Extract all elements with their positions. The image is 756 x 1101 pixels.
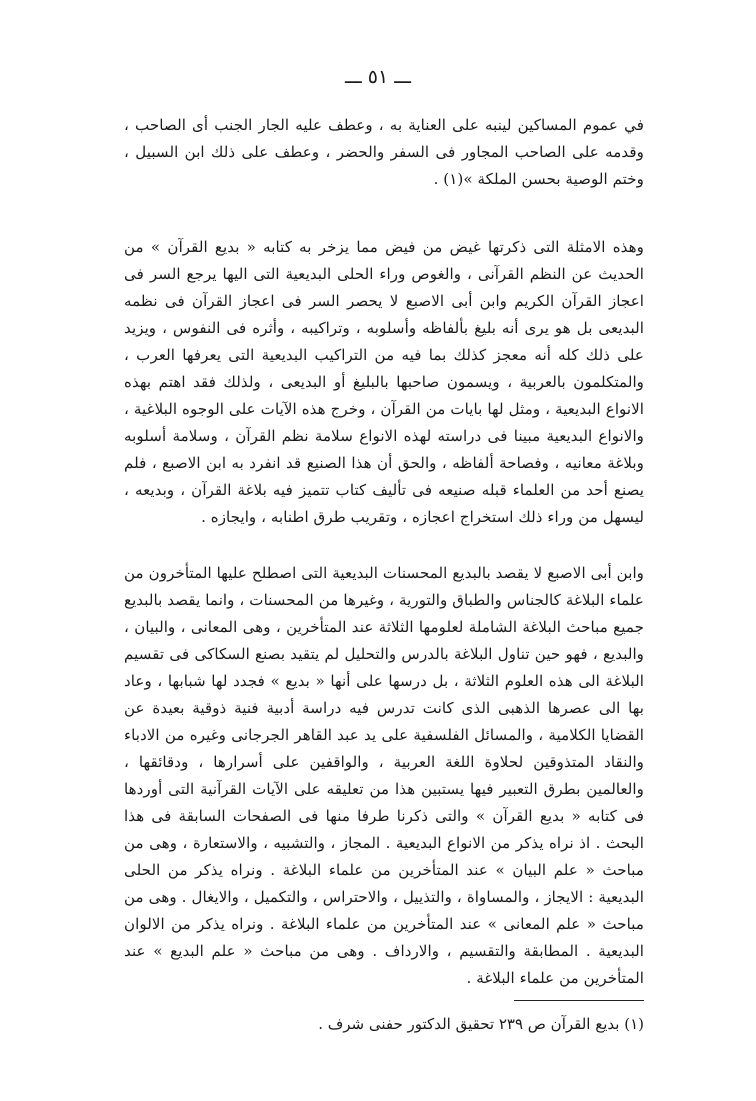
paragraph-continuation bbox=[124, 112, 644, 193]
page-number: ـــ ٥١ ـــ bbox=[345, 66, 411, 88]
footnote: (١) بديع القرآن ص ٢٣٩ تحقيق الدكتور حفنى شرف . bbox=[318, 1015, 644, 1033]
paragraph-badi-meaning bbox=[124, 560, 644, 992]
paragraph-examples bbox=[124, 234, 644, 531]
paragraph-text: وابن أبى الاصبع لا يقصد بالبديع المحسنات البديعية التى اصطلح عليها المتأخرون من علماء البلاغة كالجناس والطباق والتورية ، وغيرها من المحسنات ، وانما يقصد بالبديع جميع مباحث البلاغة الشاملة لعلومها الثلاثة عند المتأخرين ، وهى المعانى ، والبيان ، والبديع ، فهو حين تناول البلاغة بالدرس والتحليل لم يتقيد بصنع السكاكى فى تقسيم البلاغة الى هذه العلوم الثلاثة ، بل درسها على أنها « بديع » فجدد لها شبابها ، وعاد بها الى عصرها الذهبى الذى كانت تدرس فيه دراسة أدبية فنية ذوقية بعيدة عن القضايا الكلامية ، والمسائل الفلسفية على يد عبد القاهر الجرجانى وغيره من الادباء والنقاد المتذوقين لحلاوة اللغة العربية ، والواقفين على أسرارها ، ودقائقها ، والعالمين بطرق التعبير فيها يستبين هذا من تعليقه على الآيات القرآنية التى أوردها فى كتابه « بديع القرآن » والتى ذكرنا طرفا منها فى الصفحات السابقة فى هذا البحث . اذ نراه يذكر من الانواع البديعية . المجاز ، والتشبيه ، والاستعارة ، وهى من مباحث « علم البيان » عند المتأخرين من علماء البلاغة . ونراه يذكر من الحلى البديعية : الايجاز ، والمساواة ، والتذييل ، والاحتراس ، والتكميل ، والايغال . وهى من مباحث « علم المعانى » عند المتأخرين من علماء البلاغة . ونراه يذكر من الالوان البديعية . المطابقة والتقسيم ، والارداف . وهى من مباحث « علم البديع » عند المتأخرين من علماء البلاغة . bbox=[124, 564, 644, 987]
footnote-divider bbox=[514, 1000, 644, 1001]
paragraph-text: وهذه الامثلة التى ذكرتها غيض من فيض مما يزخر به كتابه « بديع القرآن » من الحديث عن النظم القرآنى ، والغوص وراء الحلى البديعية التى اليها يرجع السر فى اعجاز القرآن الكريم وابن أبى الاصبع لا يحصر السر فى اعجاز القرآن فى نظمه البديعى بل هو يرى أنه بليغ بألفاظه وأسلوبه ، وتراكيبه ، وأثره فى النفوس ، ويزيد على ذلك كله أنه معجز كذلك بما فيه من التراكيب البديعية التى يعرفها العرب ، والمتكلمون بالعربية ، ويسمون صاحبها بالبليغ أو البديعى ، ولذلك فقد اهتم بهذه الانواع البديعية ، ومثل لها بايات من القرآن ، وخرج هذه الآيات على الوجوه البلاغية ، والانواع البديعية مبينا فى دراسته لهذه الانواع سلامة نظم القرآن ، وسلامة أسلوبه وبلاغة معانيه ، وفصاحة ألفاظه ، والحق أن هذا الصنيع قد انفرد به ابن الاصبع ، فلم يصنع أحد من العلماء قبله صنيعه فى تأليف كتاب تتميز فيه بلاغة القرآن ، وبديعه ، ليسهل من وراء ذلك استخراج اعجازه ، وتقريب طرق اطنابه ، وايجازه . bbox=[124, 238, 644, 526]
paragraph-text: في عموم المساكين لينبه على العناية به ، وعطف عليه الجار الجنب أى الصاحب ، وقدمه على الصاحب المجاور فى السفر والحضر ، وعطف على ذلك ابن السبيل ، وختم الوصية بحسن الملكة »(١) . bbox=[124, 116, 644, 188]
